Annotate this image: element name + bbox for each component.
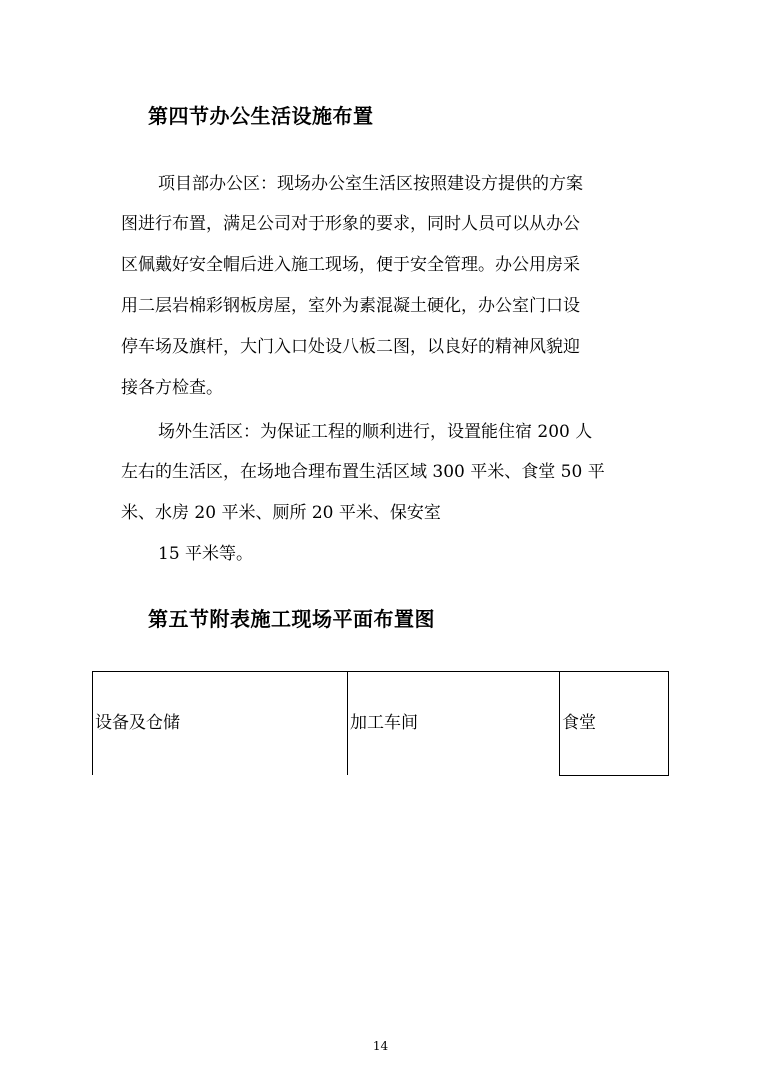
paragraph-line: 接各方检查。 [121,378,223,398]
paragraph-line: 左右的生活区，在场地合理布置生活区域 300 平米、食堂 50 平 [121,462,605,482]
paragraph-line: 项目部办公区：现场办公室生活区按照建设方提供的方案 [158,174,583,194]
paragraph-line: 场外生活区：为保证工程的顺利进行，设置能住宿 200 人 [158,422,593,442]
paragraph-line: 米、水房 20 平米、厕所 20 平米、保安室 [121,503,441,523]
plan-zone-label: 设备及仓储 [95,713,180,733]
plan-zone-workshop [347,671,560,775]
plan-zone-canteen [559,671,669,776]
site-layout-plan [92,671,669,776]
paragraph-line: 图进行布置，满足公司对于形象的要求，同时人员可以从办公 [121,214,580,234]
section-5-heading: 第五节附表施工现场平面布置图 [148,607,435,631]
section-4-heading: 第四节办公生活设施布置 [148,104,374,128]
paragraph-line: 15 平米等。 [158,544,254,564]
plan-zone-equipment-storage [92,671,348,775]
plan-zone-label: 食堂 [562,713,596,733]
paragraph-line: 停车场及旗杆，大门入口处设八板二图，以良好的精神风貌迎 [121,337,580,357]
paragraph-line: 用二层岩棉彩钢板房屋，室外为素混凝土硬化，办公室门口设 [121,296,580,316]
paragraph-line: 区佩戴好安全帽后进入施工现场，便于安全管理。办公用房采 [121,255,580,275]
page-number: 14 [372,1039,389,1053]
plan-zone-label: 加工车间 [350,713,418,733]
